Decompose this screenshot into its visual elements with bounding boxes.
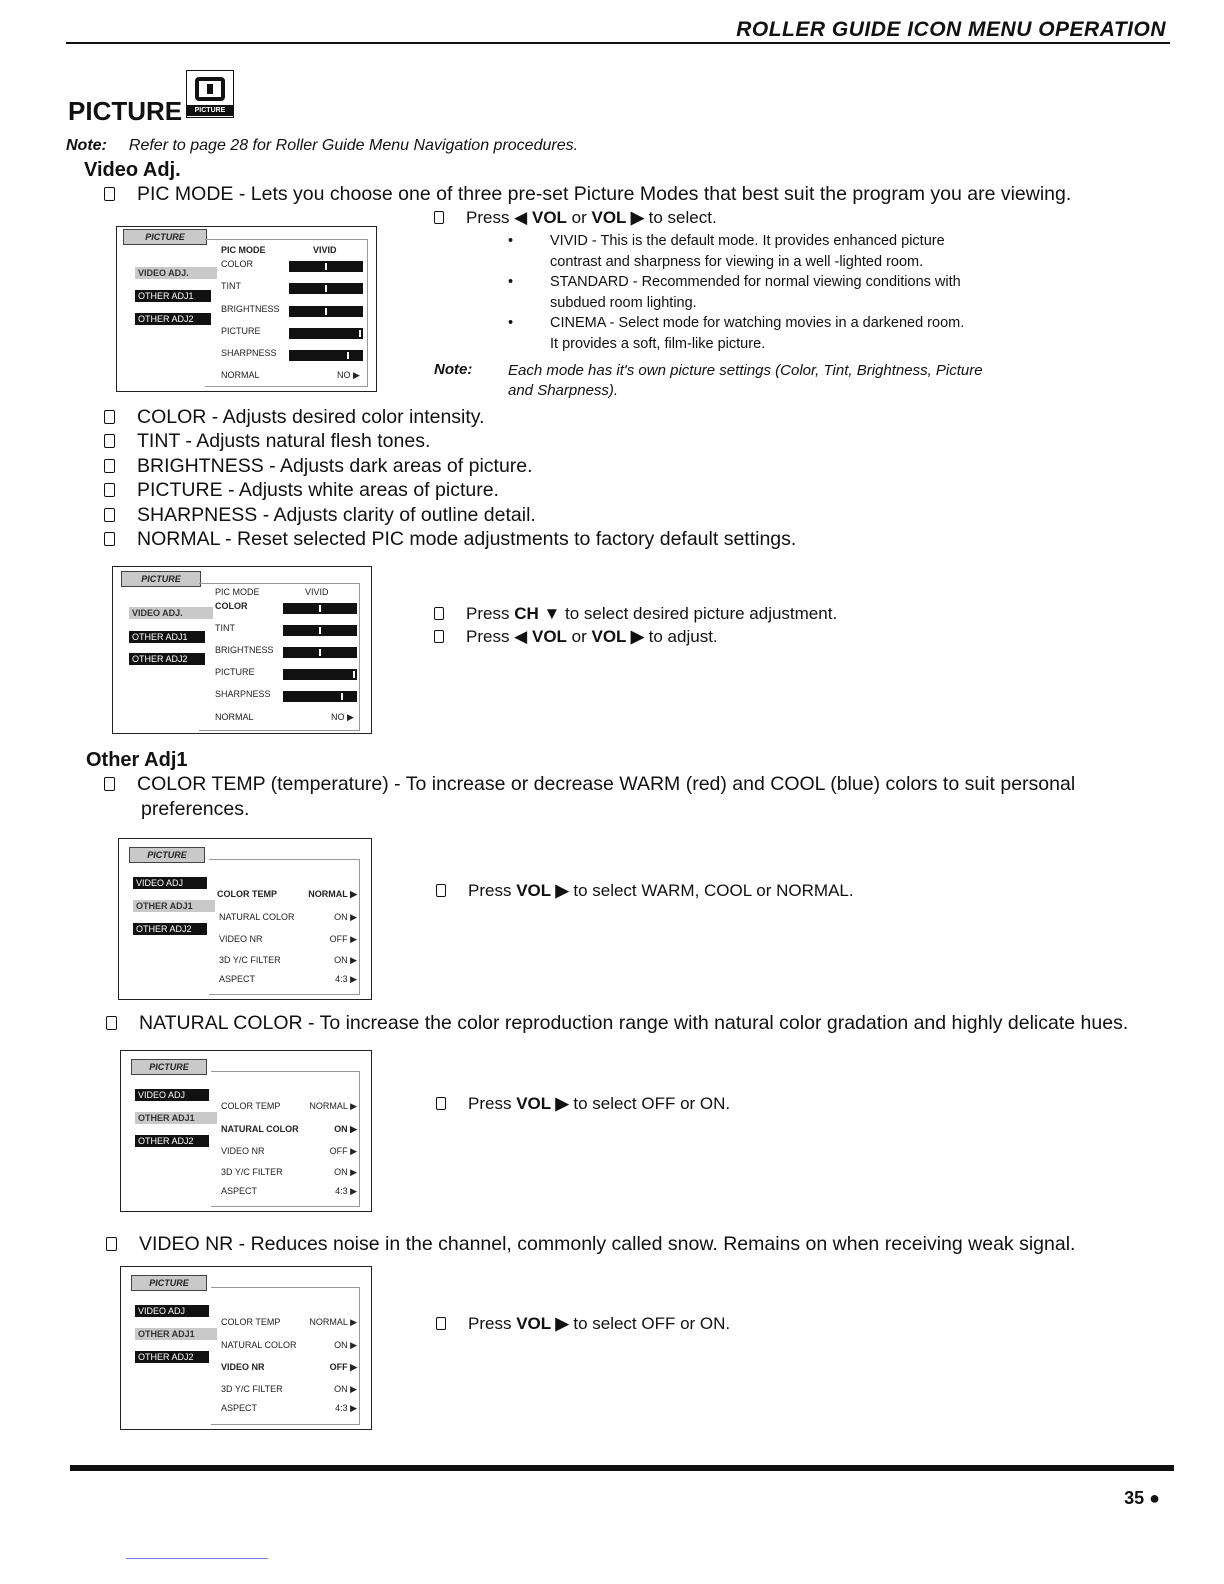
menu5-val-aspect: 4:3 ▶ xyxy=(335,1403,357,1413)
video-nr-item: VIDEO NR - Reduces noise in the channel, commonly called snow. Remains on when receiving weak signal. xyxy=(106,1233,1075,1256)
menu5-row-3d-yc: 3D Y/C FILTER xyxy=(221,1384,283,1394)
mode-note-label: Note: xyxy=(434,361,473,378)
menu3-side-video-adj: VIDEO ADJ xyxy=(133,877,207,889)
menu4-val-3d-yc: ON ▶ xyxy=(334,1167,357,1177)
menu2-row-normal: NORMAL xyxy=(215,712,254,722)
footer-blue-line xyxy=(126,1558,268,1559)
press-ch-item: Press CH ▼ to select desired picture adjustment. xyxy=(434,604,837,624)
menu-side-other-adj2: OTHER ADJ2 xyxy=(135,313,211,325)
menu-row-tint: TINT xyxy=(221,281,241,291)
mode-standard: • STANDARD - Recommended for normal viewing conditions with subdued room lighting. xyxy=(508,274,961,311)
menu4-row-natural-color: NATURAL COLOR xyxy=(221,1124,299,1134)
menu3-tab-picture: PICTURE xyxy=(129,847,205,863)
menu5-row-color-temp: COLOR TEMP xyxy=(221,1317,281,1327)
menu3-val-aspect: 4:3 ▶ xyxy=(335,974,357,984)
natural-color-item: NATURAL COLOR - To increase the color reproduction range with natural color gradation and highly delicate hues. xyxy=(106,1012,1128,1035)
menu-row-brightness: BRIGHTNESS xyxy=(221,304,280,314)
menu-row-picture: PICTURE xyxy=(221,326,261,336)
menu2-tab-picture: PICTURE xyxy=(121,571,201,587)
menu-bar-tint xyxy=(289,283,363,294)
menu5-row-video-nr: VIDEO NR xyxy=(221,1362,265,1372)
menu4-val-aspect: 4:3 ▶ xyxy=(335,1186,357,1196)
menu3-val-video-nr: OFF ▶ xyxy=(329,934,357,944)
menu3-side-other-adj2: OTHER ADJ2 xyxy=(133,923,207,935)
menu4-side-other-adj2: OTHER ADJ2 xyxy=(135,1135,209,1147)
menu-other-adj-2 xyxy=(120,1050,372,1212)
menu5-side-other-adj1: OTHER ADJ1 xyxy=(135,1328,217,1340)
menu5-side-other-adj2: OTHER ADJ2 xyxy=(135,1351,209,1363)
menu5-val-video-nr: OFF ▶ xyxy=(329,1362,357,1372)
menu2-bar-tint xyxy=(283,625,357,636)
press-nat-item: Press VOL ▶ to select OFF or ON. xyxy=(436,1094,730,1114)
menu5-row-natural-color: NATURAL COLOR xyxy=(221,1340,297,1350)
menu3-val-3d-yc: ON ▶ xyxy=(334,955,357,965)
page-number: 35 ● xyxy=(1124,1488,1160,1508)
menu4-row-aspect: ASPECT xyxy=(221,1186,258,1196)
menu3-row-3d-yc: 3D Y/C FILTER xyxy=(219,955,281,965)
menu3-val-natural-color: ON ▶ xyxy=(334,912,357,922)
menu-bar-color xyxy=(289,261,363,272)
menu2-row-pic-mode: PIC MODE xyxy=(215,587,260,597)
item-sharpness: SHARPNESS - Adjusts clarity of outline detail. xyxy=(104,504,536,527)
item-color: COLOR - Adjusts desired color intensity. xyxy=(104,406,485,429)
mode-vivid: • VIVID - This is the default mode. It provides enhanced picture contrast and sharpness for viewing in a well -lighted room. xyxy=(508,233,945,270)
pic-mode-text: PIC MODE - Lets you choose one of three pre-set Picture Modes that best suit the program you are viewing. xyxy=(137,183,1072,205)
pic-mode-item xyxy=(104,183,1071,206)
note-label: Note: xyxy=(66,137,107,154)
menu-side-other-adj1: OTHER ADJ1 xyxy=(135,290,211,302)
menu-value-vivid: VIVID xyxy=(313,245,337,255)
menu2-value-vivid: VIVID xyxy=(305,587,329,597)
menu-other-adj-1 xyxy=(118,838,372,1000)
press-nr-item: Press VOL ▶ to select OFF or ON. xyxy=(436,1314,730,1334)
menu2-row-tint: TINT xyxy=(215,623,235,633)
menu-tab-picture: PICTURE xyxy=(123,229,207,245)
mode-note-text: Each mode has it's own picture settings (Color, Tint, Brightness, Picture and Sharpness). xyxy=(508,362,983,399)
menu3-side-other-adj1: OTHER ADJ1 xyxy=(133,900,215,912)
item-brightness: BRIGHTNESS - Adjusts dark areas of picture. xyxy=(104,455,533,478)
menu-bar-picture xyxy=(289,328,363,339)
menu-value-normal: NO ▶ xyxy=(337,370,360,380)
menu4-row-video-nr: VIDEO NR xyxy=(221,1146,265,1156)
menu5-val-3d-yc: ON ▶ xyxy=(334,1384,357,1394)
menu4-val-natural-color: ON ▶ xyxy=(334,1124,357,1134)
video-adj-heading: Video Adj. xyxy=(84,159,181,181)
header-rule xyxy=(66,42,1170,44)
menu-row-normal: NORMAL xyxy=(221,370,260,380)
menu4-side-other-adj1: OTHER ADJ1 xyxy=(135,1112,217,1124)
menu2-side-video-adj: VIDEO ADJ. xyxy=(129,607,213,619)
item-tint: TINT - Adjusts natural flesh tones. xyxy=(104,430,430,453)
note-text: Refer to page 28 for Roller Guide Menu Navigation procedures. xyxy=(128,137,579,154)
menu5-row-aspect: ASPECT xyxy=(221,1403,258,1413)
color-temp-item: COLOR TEMP (temperature) - To increase or decrease WARM (red) and COOL (blue) colors to suit personal xyxy=(104,773,1075,796)
menu2-bar-picture xyxy=(283,669,357,680)
menu-side-video-adj: VIDEO ADJ. xyxy=(135,267,217,279)
menu2-side-other-adj1: OTHER ADJ1 xyxy=(129,631,205,643)
menu2-side-other-adj2: OTHER ADJ2 xyxy=(129,653,205,665)
menu5-val-natural-color: ON ▶ xyxy=(334,1340,357,1350)
page-title: PICTURE xyxy=(68,96,183,126)
menu-row-pic-mode: PIC MODE xyxy=(221,245,266,255)
menu4-row-3d-yc: 3D Y/C FILTER xyxy=(221,1167,283,1177)
menu-video-adj-2 xyxy=(112,566,372,734)
menu5-side-video-adj: VIDEO ADJ xyxy=(135,1305,209,1317)
item-picture: PICTURE - Adjusts white areas of picture. xyxy=(104,479,499,502)
menu5-tab-picture: PICTURE xyxy=(131,1275,207,1291)
menu4-row-color-temp: COLOR TEMP xyxy=(221,1101,281,1111)
menu-bar-brightness xyxy=(289,306,363,317)
menu3-val-color-temp: NORMAL ▶ xyxy=(308,889,357,899)
menu5-val-color-temp: NORMAL ▶ xyxy=(309,1317,357,1327)
menu4-val-color-temp: NORMAL ▶ xyxy=(309,1101,357,1111)
menu3-row-video-nr: VIDEO NR xyxy=(219,934,263,944)
running-header: ROLLER GUIDE ICON MENU OPERATION xyxy=(736,18,1166,41)
press-warm-item: Press VOL ▶ to select WARM, COOL or NORMAL. xyxy=(436,881,854,901)
note-top xyxy=(66,137,578,155)
other-adj1-heading: Other Adj1 xyxy=(86,749,188,771)
menu3-row-color-temp: COLOR TEMP xyxy=(217,889,277,899)
color-temp-item-cont: preferences. xyxy=(141,798,250,820)
menu2-row-color: COLOR xyxy=(215,601,248,611)
menu4-side-video-adj: VIDEO ADJ xyxy=(135,1089,209,1101)
menu2-row-brightness: BRIGHTNESS xyxy=(215,645,274,655)
item-normal: NORMAL - Reset selected PIC mode adjustments to factory default settings. xyxy=(104,528,796,551)
menu-row-sharpness: SHARPNESS xyxy=(221,348,277,358)
menu2-value-normal: NO ▶ xyxy=(331,712,354,722)
menu2-bar-color xyxy=(283,603,357,614)
menu4-tab-picture: PICTURE xyxy=(131,1059,207,1075)
footer-rule xyxy=(70,1465,1174,1471)
menu-video-adj-1 xyxy=(116,226,377,392)
menu3-row-natural-color: NATURAL COLOR xyxy=(219,912,295,922)
picture-icon-label: PICTURE xyxy=(187,105,233,116)
menu4-val-video-nr: OFF ▶ xyxy=(329,1146,357,1156)
picture-icon xyxy=(186,70,234,118)
menu2-bar-sharpness xyxy=(283,691,357,702)
menu2-row-sharpness: SHARPNESS xyxy=(215,689,271,699)
menu2-bar-brightness xyxy=(283,647,357,658)
menu3-row-aspect: ASPECT xyxy=(219,974,256,984)
press-adjust-item: Press ◀ VOL or VOL ▶ to adjust. xyxy=(434,627,718,647)
press-select-item: Press ◀ VOL or VOL ▶ to select. xyxy=(434,208,717,228)
menu2-row-picture: PICTURE xyxy=(215,667,255,677)
menu-bar-sharpness xyxy=(289,350,363,361)
menu-row-color: COLOR xyxy=(221,259,254,269)
menu-other-adj-3 xyxy=(120,1266,372,1430)
mode-cinema: • CINEMA - Select mode for watching movies in a darkened room. It provides a soft, film-like picture. xyxy=(508,315,965,352)
